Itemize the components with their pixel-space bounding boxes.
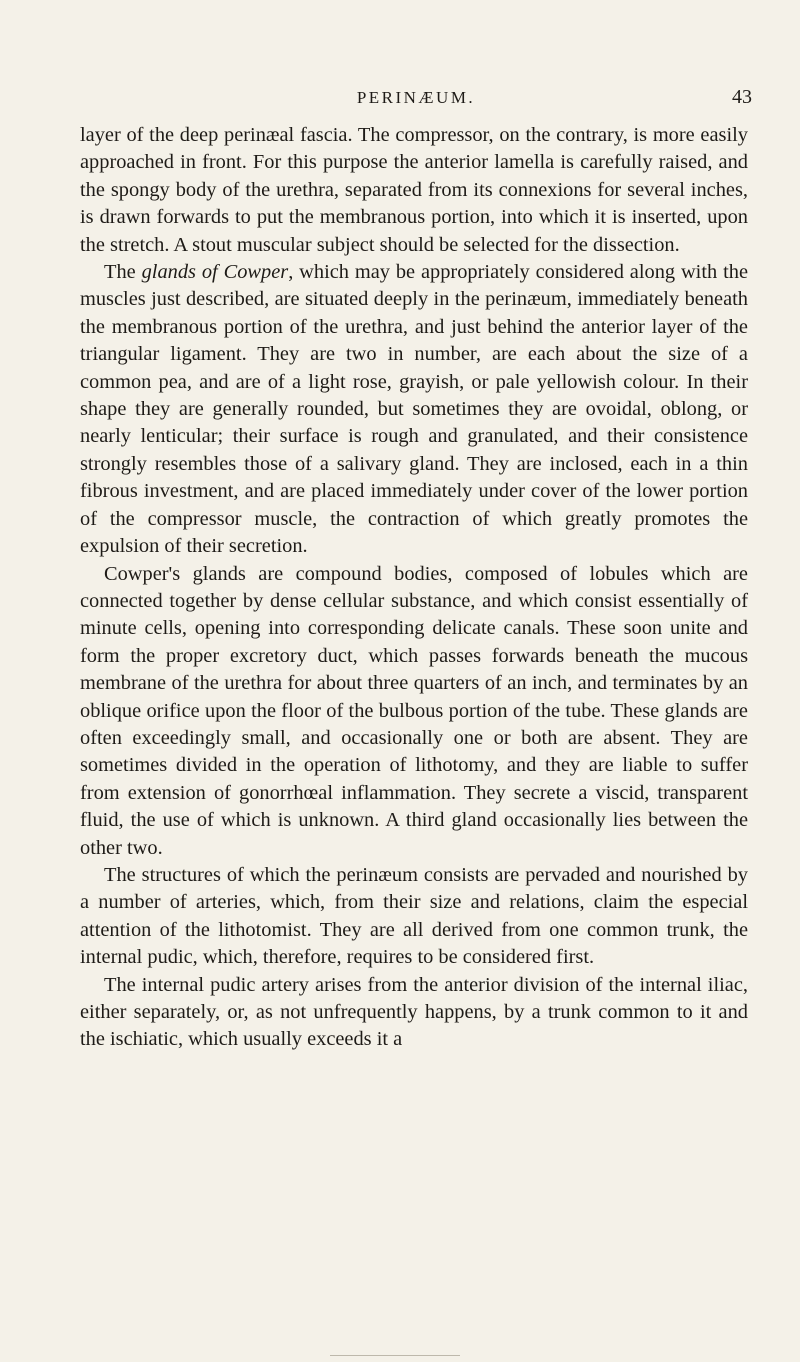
paragraph-2-lead: The: [104, 261, 142, 284]
scan-edge-line: [330, 1355, 460, 1356]
paragraph-4: The structures of which the perinæum consists are pervaded and nourished by a number of arteries, which, from their size and relations, claim the especial attention of the lithotomist. They are all derived from one common trunk, the internal pudic, which, therefore, requires to be considered first.: [80, 863, 748, 969]
running-head: [80, 88, 752, 112]
page-number: 43: [732, 86, 752, 108]
glands-of-cowper-term: glands of Cowper: [141, 261, 289, 284]
paragraph-3: Cowper's glands are compound bodies, composed of lobules which are connected together by dense cellular substance, and which consist essentially of minute cells, opening into corresponding delicate canals. These soon unite and form the proper excretory duct, which passes forwards beneath the mucous membrane of the urethra for about three quarters of an inch, and terminates by an oblique orifice upon the floor of the bulbous portion of the tube. These glands are often exceedingly small, and occasionally one or both are absent. They are sometimes divided in the operation of lithotomy, and they are liable to suffer from extension of gonorrhœal inflammation. They secrete a viscid, transparent fluid, the use of which is unknown. A third gland occasionally lies between the other two.: [80, 562, 748, 859]
running-title: PERINÆUM.: [356, 88, 476, 107]
paragraph-2-rest: , which may be appropriately considered along with the muscles just described, are situated deeply in the perinæum, immediately beneath the membranous portion of the urethra, and just behind the anterior layer of the triangular ligament. They are two in number, are each about the size of a common pea, and are of a light rose, grayish, or pale yellowish colour. In their shape they are generally rounded, but sometimes they are ovoidal, oblong, or nearly lenticular; their surface is rough and granulated, and their consistence strongly resembles those of a salivary gland. They are inclosed, each in a thin fibrous investment, and are placed immediately under cover of the lower portion of the compressor muscle, the contraction of which greatly promotes the expulsion of their secretion.: [80, 261, 749, 558]
paragraph-1: layer of the deep perinæal fascia. The compressor, on the contrary, is more easily approached in front. For this purpose the anterior lamella is carefully raised, and the spongy body of the urethra, separated from its connexions for several inches, is drawn forwards to put the membranous portion, into which it is inserted, upon the stretch. A stout muscular subject should be selected for the dissection.: [80, 124, 748, 256]
paragraph-5: The internal pudic artery arises from the anterior division of the internal iliac, either separately, or, as not unfrequently happens, by a trunk common to it and the ischiatic, which usually exceeds it a: [80, 973, 748, 1051]
body-text: [80, 122, 748, 1054]
paragraph-2: [80, 259, 748, 560]
